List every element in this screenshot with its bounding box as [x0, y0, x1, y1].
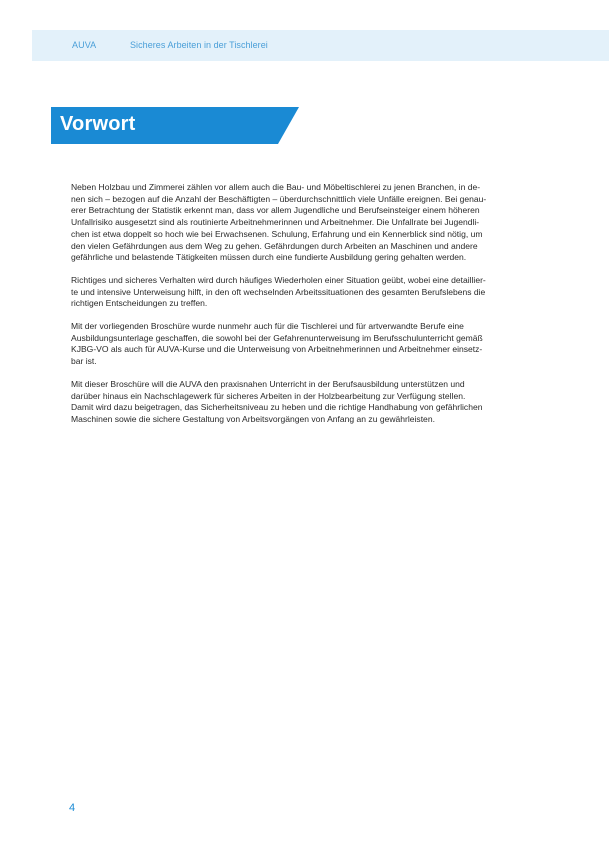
- page-header: [32, 30, 609, 61]
- text-line: Mit der vorliegenden Broschüre wurde nunmehr auch für die Tischlerei und für artverwandte Berufe eine: [71, 321, 464, 332]
- header-title: Sicheres Arbeiten in der Tischlerei: [130, 40, 268, 50]
- text-line: Richtiges und sicheres Verhalten wird durch häufiges Wiederholen einer Situation geübt, wobei eine detaillier-: [71, 274, 486, 285]
- text-line: nen sich – bezogen auf die Anzahl der Beschäftigten – überdurchschnittlich viele Unfälle ereignen. Bei genau-: [71, 193, 487, 204]
- text-line: erer Betrachtung der Statistik erkennt man, dass vor allem Jugendliche und Berufseinsteiger einem höheren: [71, 205, 480, 216]
- paragraph: [71, 379, 539, 426]
- body-text: [71, 182, 539, 437]
- page-number: 4: [69, 802, 76, 814]
- text-line: te und intensive Unterweisung hilft, in den oft wechselnden Arbeitssituationen des gesamten Berufslebens die: [71, 286, 486, 297]
- text-line: Damit wird dazu beigetragen, das Sicherheitsniveau zu heben und die richtige Handhabung von gefährlichen: [71, 402, 483, 413]
- text-line: Neben Holzbau und Zimmerei zählen vor allem auch die Bau- und Möbeltischlerei zu jenen Branchen, in de-: [71, 182, 481, 192]
- text-line: Unfallrisiko ausgesetzt sind als routinierte Arbeitnehmerinnen und Arbeitnehmer. Die Unfallrate bei Jugendli-: [71, 217, 480, 228]
- paragraph: [71, 182, 539, 264]
- text-line: Maschinen sowie die sichere Gestaltung von Arbeitsvorgängen von Anfang an zu gewährleisten.: [71, 413, 435, 424]
- section-title-banner: [51, 107, 299, 144]
- paragraph: [71, 321, 539, 368]
- header-brand: AUVA: [72, 40, 97, 50]
- text-line: darüber hinaus ein Nachschlagewerk für sicheres Arbeiten in der Holzbearbeitung zur Verfügung stellen.: [71, 390, 466, 401]
- text-line: Ausbildungsunterlage geschaffen, die sowohl bei der Gefahrenunterweisung im Berufsschulunterricht gemäß: [71, 332, 483, 343]
- text-line: Mit dieser Broschüre will die AUVA den praxisnahen Unterricht in der Berufsausbildung unterstützen und: [71, 378, 465, 389]
- section-title: Vorwort: [60, 113, 136, 135]
- text-line: den vielen Gefährdungen aus dem Weg zu gehen. Gefährdungen durch Arbeiten an Maschinen und andere: [71, 240, 478, 251]
- text-line: chen ist etwa doppelt so hoch wie bei Erwachsenen. Schulung, Erfahrung und ein Kennerblick sind nötig, um: [71, 228, 483, 239]
- text-line: richtigen Entscheidungen zu treffen.: [71, 298, 208, 309]
- paragraph: [71, 275, 539, 310]
- text-line: gefährliche und belastende Tätigkeiten müssen durch eine fundierte Ausbildung gering gehalten werden.: [71, 252, 467, 263]
- text-line: bar ist.: [71, 356, 97, 367]
- text-line: KJBG-VO als auch für AUVA-Kurse und die Unterweisung von Arbeitnehmerinnen und Arbeitnehmer einsetz-: [71, 344, 483, 355]
